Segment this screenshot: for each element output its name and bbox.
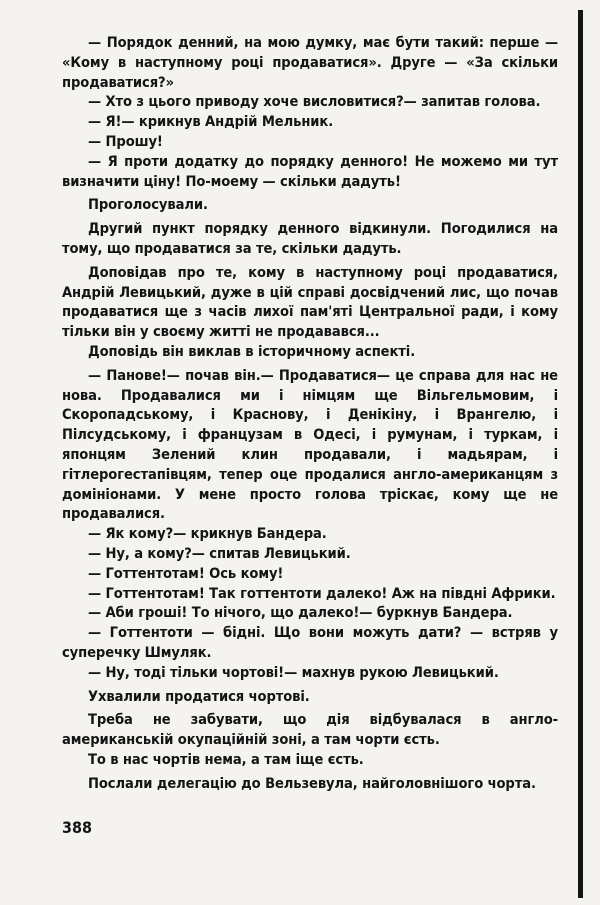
paragraph: — Прошу! — [88, 132, 163, 150]
paragraph: — Я проти додатку до порядку денного! Не можемо ми тут визначити ціну! По-моему — скільки дадуть! — [62, 152, 558, 190]
paragraph: — Порядок денний, на мою думку, має бути такий: перше — «Кому в наступному році продаватися». Друге — «За скільки продаватися?» — [62, 34, 558, 91]
paragraph: — Як кому?— крикнув Бандера. — [88, 525, 327, 543]
paragraph: Доповідав про те, кому в наступному році продаватися, Андрій Левицький, дуже в цій справі досвідчений лис, що почав продаватися ще з часів лихої пам'яті Центральної ради, і кому тільки він у своєму житті не продавався... — [62, 263, 558, 341]
paragraph: — Готтентотам! Ось кому! — [88, 564, 284, 582]
paragraph: Другий пункт порядку денного відкинули. Погодилися на тому, що продаватися за те, скільки дадуть. — [62, 220, 558, 257]
paragraph: — Ну, тоді тільки чортові!— махнув рукою Левицький. — [88, 663, 499, 681]
paragraph: Послали делегацію до Вельзевула, найголовнішого чорта. — [88, 774, 536, 792]
page-edge-bar — [578, 10, 583, 898]
paragraph: — Готтентоти — бідні. Що вони можуть дати? — встряв у суперечку Шмуляк. — [62, 624, 558, 661]
paragraph: Треба не забувати, що дія відбувалася в англо-американській окупаційній зоні, а там чорти єсть. — [62, 711, 558, 749]
page-number: 388 — [62, 818, 93, 837]
paragraph: — Хто з цього приводу хоче висловитися?— запитав голова. — [88, 93, 541, 111]
paragraph: — Готтентотам! Так готтентоти далеко! Аж на півдні Африки. — [88, 584, 556, 602]
page-text — [62, 33, 558, 793]
paragraph: — Аби гроші! То нічого, що далеко!— буркнув Бандера. — [88, 604, 513, 622]
paragraph: — Панове!— почав він.— Продаватися— це справа для нас не нова. Продавалися ми і німцям ще Вільгельмовим, і Скоропадському, і Краснову, і Денікіну, і Врангелю, і Пілсудському, і французам в Одесі, і румунам, і туркам, і японцям Зелений клин продавали, і мадьярам, і гітлерогестапівцям, тепер оце продалися англо-американцям з домініонами. У мене просто голова тріскає, кому ще не продавалися. — [62, 366, 558, 523]
paragraph: Проголосували. — [88, 196, 208, 214]
paragraph: То в нас чортів нема, а там іще єсть. — [88, 750, 364, 768]
paragraph: — Я!— крикнув Андрій Мельник. — [88, 113, 334, 131]
paragraph: — Ну, а кому?— спитав Левицький. — [88, 544, 351, 562]
paragraph: Доповідь він виклав в історичному аспекті. — [88, 342, 416, 360]
paragraph: Ухвалили продатися чортові. — [88, 687, 310, 705]
